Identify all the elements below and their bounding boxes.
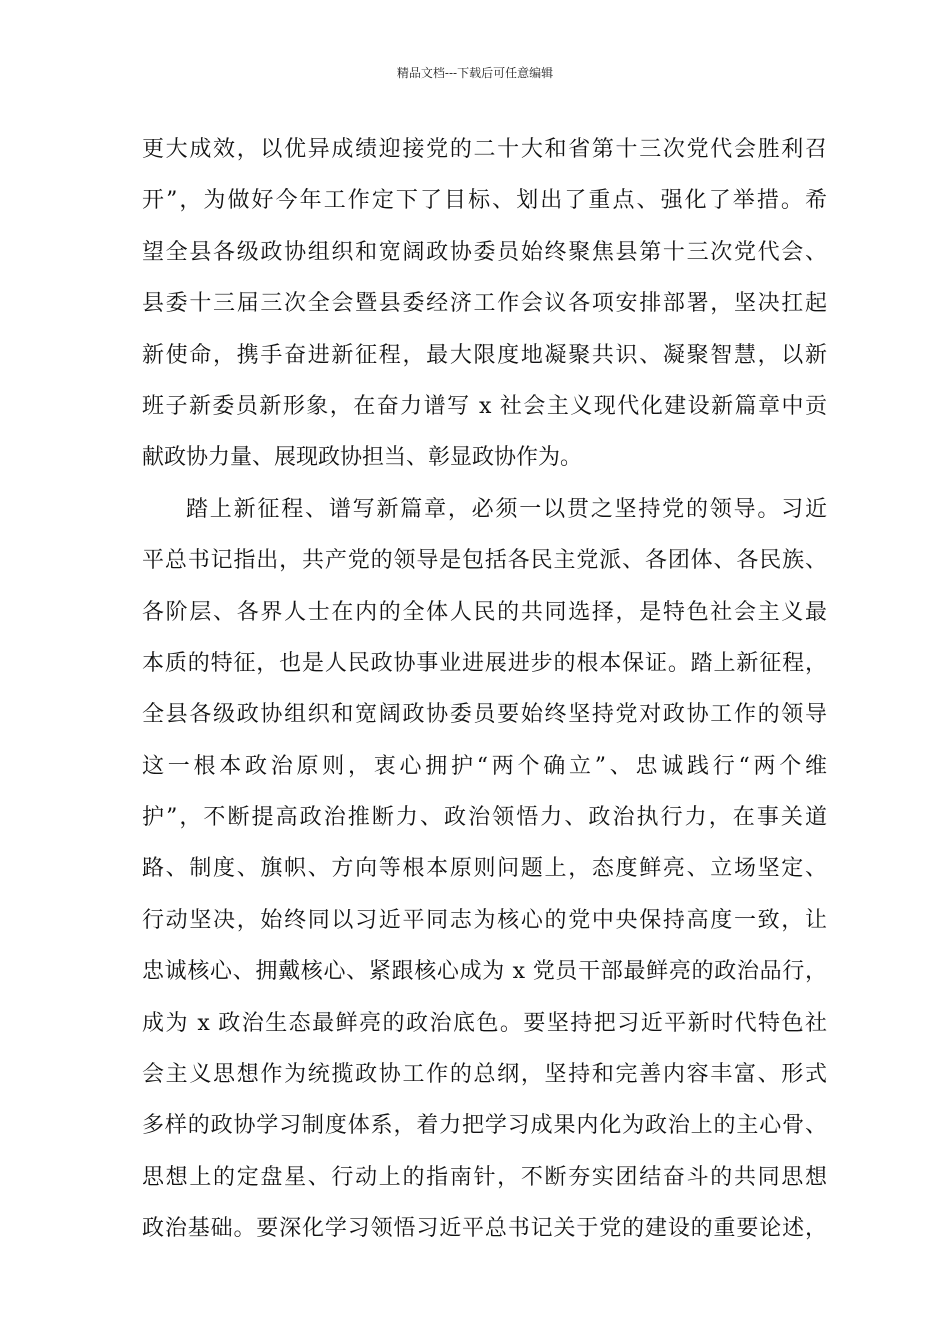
paragraph-line: 县委十三届三次全会暨县委经济工作会议各项安排部署，坚决扛起 (142, 291, 827, 317)
paragraph-line: 会主义思想作为统揽政协工作的总纲，坚持和完善内容丰富、形式 (142, 1062, 827, 1088)
paragraph-line: 平总书记指出，共产党的领导是包括各民主党派、各团体、各民族、 (142, 548, 827, 574)
paragraph-line: 行动坚决，始终同以习近平同志为核心的党中央保持高度一致，让 (142, 907, 827, 933)
paragraph-line: 献政协力量、展现政协担当、彰显政协作为。 (142, 445, 583, 471)
paragraph-2 (142, 484, 827, 1255)
paragraph-line: 踏上新征程、谱写新篇章，必须一以贯之坚持党的领导。习近 (186, 496, 827, 522)
paragraph-line: 思想上的定盘星、行动上的指南针，不断夯实团结奋斗的共同思想 (142, 1164, 827, 1190)
paragraph-line: 政治基础。要深化学习领悟习近平总书记关于党的建设的重要论述， (142, 1216, 827, 1242)
paragraph-line: 各阶层、各界人士在内的全体人民的共同选择，是特色社会主义最 (142, 599, 827, 625)
document-body (142, 124, 827, 1255)
paragraph-line: 忠诚核心、拥戴核心、紧跟核心成为 x 党员干部最鲜亮的政治品行， (142, 959, 827, 985)
paragraph-line: 多样的政协学习制度体系，着力把学习成果内化为政治上的主心骨、 (142, 1113, 827, 1139)
paragraph-line: 路、制度、旗帜、方向等根本原则问题上，态度鲜亮、立场坚定、 (142, 856, 827, 882)
paragraph-1 (142, 124, 827, 484)
paragraph-line: 全县各级政协组织和宽阔政协委员要始终坚持党对政协工作的领导 (142, 702, 827, 728)
paragraph-line: 更大成效，以优异成绩迎接党的二十大和省第十三次党代会胜利召 (142, 137, 827, 162)
paragraph-line: 望全县各级政协组织和宽阔政协委员始终聚焦县第十三次党代会、 (142, 239, 827, 265)
paragraph-line: 新使命，携手奋进新征程，最大限度地凝聚共识、凝聚智慧，以新 (142, 342, 827, 368)
paragraph-line: 这一根本政治原则，衷心拥护“两个确立”、忠诚践行“两个维 (142, 753, 827, 779)
paragraph-line: 成为 x 政治生态最鲜亮的政治底色。要坚持把习近平新时代特色社 (142, 1010, 827, 1036)
paragraph-line: 班子新委员新形象，在奋力谱写 x 社会主义现代化建设新篇章中贡 (142, 393, 827, 419)
paragraph-line: 护”，不断提高政治推断力、政治领悟力、政治执行力，在事关道 (142, 805, 827, 831)
page-header: 精品文档---下载后可任意编辑 (396, 66, 554, 80)
paragraph-line: 本质的特征，也是人民政协事业进展进步的根本保证。踏上新征程， (142, 650, 827, 676)
paragraph-line: 开”，为做好今年工作定下了目标、划出了重点、强化了举措。希 (142, 188, 827, 214)
